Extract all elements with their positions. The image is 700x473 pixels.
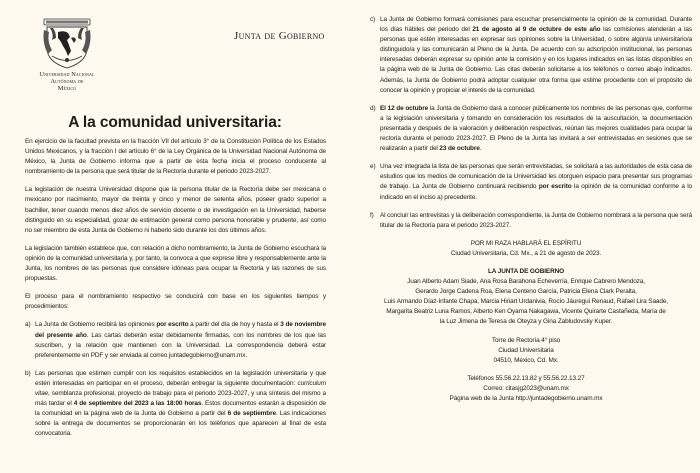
address-line: Torre de Rectoría 4° piso xyxy=(491,336,561,344)
unam-shield-icon xyxy=(42,18,92,70)
item-letter: f) xyxy=(370,211,374,219)
item-text: Al concluir las entrevistas y la deliberación correspondiente, la Junta de Gobierno nombrará a la persona que será titular de la Rectoría para el periodo 2023-2027. xyxy=(380,211,692,229)
item-text: Una vez integrada la lista de las personas que serán entrevistadas, se solicitará a las autoridades de esta casa de estudios que los medios de comunicación de la Universidad les otorguen espacio para presentar sus programas de trabajo. La Junta de Gobierno continuará recibiendo xyxy=(380,163,692,191)
item-text: Las personas que estimen cumplir con los requisitos establecidos en la legislación universitaria y que estén interesadas en participar en el proceso, deberán entregar la siguiente documentación: xyxy=(35,369,326,387)
intro-paragraph-3: La legislación también establece que, con relación a dicho nombramiento, la Junta de Gobierno escuchará la opinión de la comunidad universitaria y, por tanto, la convoca a que exprese libre y responsablemente ante la Junta, los nombres de las personas que considere idóneas para ocupar la Rectoría y las razones de sus propuestas. xyxy=(25,244,326,283)
university-name-line-3: México xyxy=(57,85,77,92)
procedure-item-d xyxy=(370,104,692,154)
university-name-line-1: Universidad Nacional xyxy=(39,71,95,78)
item-text: . Las indicaciones sobre la entrega de documentos se proporcionarán en los teléfonos que aparecen al final de esta convocatoria. xyxy=(35,410,326,438)
item-letter: a) xyxy=(25,321,31,329)
item-letter: d) xyxy=(370,104,376,112)
item-text: las comisiones atenderán a las personas que estén interesadas en expresar sus opiniones sobre la Universidad, o sobre algún/a universitario/a distinguido/a y las comunicarán al Pleno de la Junta. De acuerdo con su adscripción institucional, las personas interesadas deberán expresar su opinión ante la comisión y en los lugares indicados en las listas disponibles en la página web de la Junta de Gobierno. Las citas deberán solicitarse a los teléfonos o correo abajo indicados. Además, la Junta de Gobierno podrá adoptar cualquier otra forma que estime procedente con el propósito de conocer la opinión y propiciar el interés de la comunidad. xyxy=(380,26,692,94)
procedure-item-c xyxy=(370,15,692,96)
item-text: La Junta de Gobierno formará comisiones para escuchar presencialmente la opinión de la comunidad. Durante los días hábiles del periodo del xyxy=(380,16,692,34)
university-name-line-2: Autónoma de xyxy=(50,78,84,85)
item-text: . Estos documentos estarán a disposición de la comunidad en la página web de la Junta de Gobierno a partir del xyxy=(35,400,327,418)
website-link[interactable]: Página web de la Junta http://juntadegobierno.unam.mx xyxy=(449,395,603,402)
emphasis-text: 21 de agosto al 9 de octubre de este año xyxy=(472,26,601,34)
emphasis-text: por escrito xyxy=(538,183,572,191)
item-text: a partir del día de hoy y hasta el xyxy=(188,321,281,329)
member-line: Luis Armando Díaz-Infante Chapa, Marcia Hiriart Urdanivia, Rocío Jáuregui Renaud, Rafael Lira Saade, xyxy=(384,298,668,306)
right-column xyxy=(356,0,696,404)
unam-logo xyxy=(28,18,106,92)
emphasis-text: El 12 de octubre xyxy=(380,104,429,112)
emphasis-text: 3 de noviembre del presente año xyxy=(35,321,327,339)
item-letter: e) xyxy=(370,163,376,171)
procedure-item-f xyxy=(370,211,692,231)
office-title: Junta de Gobierno xyxy=(234,30,325,42)
address-line: 04510, México, Cd. Mx. xyxy=(493,356,559,364)
emphasis-text: por escrito xyxy=(156,321,189,329)
item-text: . Las cartas deberán estar debidamente firmadas, con los nombres de los que las suscriben, y la relación que mantienen con la Universidad. La correspondencia deberá estar preferentemente en PDF y ser enviada al correo juntadegobierno@unam.mx. xyxy=(35,331,326,359)
university-name xyxy=(28,71,106,92)
item-text: la opinión de la comunidad conforme a lo indicado en el inciso a) precedente. xyxy=(380,183,693,201)
intro-paragraph-2: La legislación de nuestra Universidad dispone que la persona titular de la Rectoría debe ser mexicana o mexicano por nacimiento, mayor de treinta y cinco y menor de setenta años, poseer grado superior a bachiller, tener cuando menos diez años de servicio docente o de investigación en la Universidad, haberse distinguido en su especialidad, gozar de estimación general como persona honorable y prudente, así como no ser miembro de esta Junta de Gobierno ni haberlo sido durante los dos últimos años. xyxy=(25,186,326,234)
letterhead xyxy=(0,0,350,106)
closing-block xyxy=(356,239,696,404)
italic-text: curriculum vitae xyxy=(35,379,326,397)
item-text: La Junta de Gobierno recibirá las opiniones xyxy=(35,321,157,329)
member-line: Gerardo Jorge Cadena Roa, Elena Centeno García, Patricia Elena Clark Peralta, xyxy=(415,288,637,296)
item-letter: b) xyxy=(25,369,31,377)
member-line: Margarita Beatriz Luna Ramos, Alberto Ken Oyama Nakagawa, Vicente Quirarte Castañeda, María de xyxy=(386,308,666,316)
item-text: . xyxy=(479,145,482,153)
member-line: la Luz Jimena de Teresa de Oteyza y Gina Zabludovsky Kuper. xyxy=(439,318,613,326)
procedure-item-b xyxy=(25,369,326,440)
email-link[interactable]: Correo: citasjg2023@unam.mx xyxy=(483,384,569,392)
place-date: Ciudad Universitaria, Cd. Mx., a 21 de agosto de 2023. xyxy=(450,249,602,257)
motto: POR MI RAZA HABLARÁ EL ESPÍRITU xyxy=(470,239,582,247)
intro-paragraph-4: El proceso para el nombramiento respectivo se conducirá con base en los siguientes tiempos y procedimientos: xyxy=(25,293,326,311)
emphasis-text: 6 de septiembre xyxy=(227,410,276,418)
emphasis-text: 23 de octubre xyxy=(439,145,480,153)
signatory-heading: LA JUNTA DE GOBIERNO xyxy=(487,267,565,275)
phone-numbers: Teléfonos 55.56.22.13.82 y 55.56.22.13.27 xyxy=(467,374,585,382)
procedure-item-e xyxy=(370,162,692,202)
page-title: A la comunidad universitaria: xyxy=(68,114,282,131)
intro-paragraph-1: En ejercicio de la facultad prevista en la fracción VII del artículo 3° de la Constitución Política de los Estados Unidos Mexicanos, y la fracción I del artículo 6° de la Ley Orgánica de la Universidad Nacional Autónoma de México, la Junta de Gobierno informa que a partir de esta fecha inicia el proceso conducente al nombramiento de la persona que será titular de la Rectoría durante el periodo 2023-2027. xyxy=(25,138,326,176)
address-line: Ciudad Universitaria xyxy=(498,346,554,354)
item-text: , semblanza profesional, proyecto de trabajo para el periodo 2023-2027, y una síntesis del mismo a más tardar el xyxy=(35,389,326,408)
item-text: la Junta de Gobierno dará a conocer públicamente los nombres de las personas que, conforme a la legislación universitaria y tomando en consideración los resultados de la auscultación, la documentación presentada y después de la valoración y deliberación respectivas, reúnan las mejores cualidades para ocupar la rectoría durante el periodo 2023-2027. El Pleno de la Junta las invitará a ser entrevistadas en sesiones que se realizarán a partir del xyxy=(380,104,692,153)
procedure-item-a xyxy=(25,320,326,360)
emphasis-text: 4 de septiembre del 2023 a las 18:00 horas xyxy=(73,400,202,408)
left-column xyxy=(0,0,350,439)
member-line: Juan Alberto Adam Siade, Ana Rosa Barahona Echeverría, Enrique Cabrero Mendoza, xyxy=(407,278,645,286)
item-letter: c) xyxy=(370,16,376,23)
